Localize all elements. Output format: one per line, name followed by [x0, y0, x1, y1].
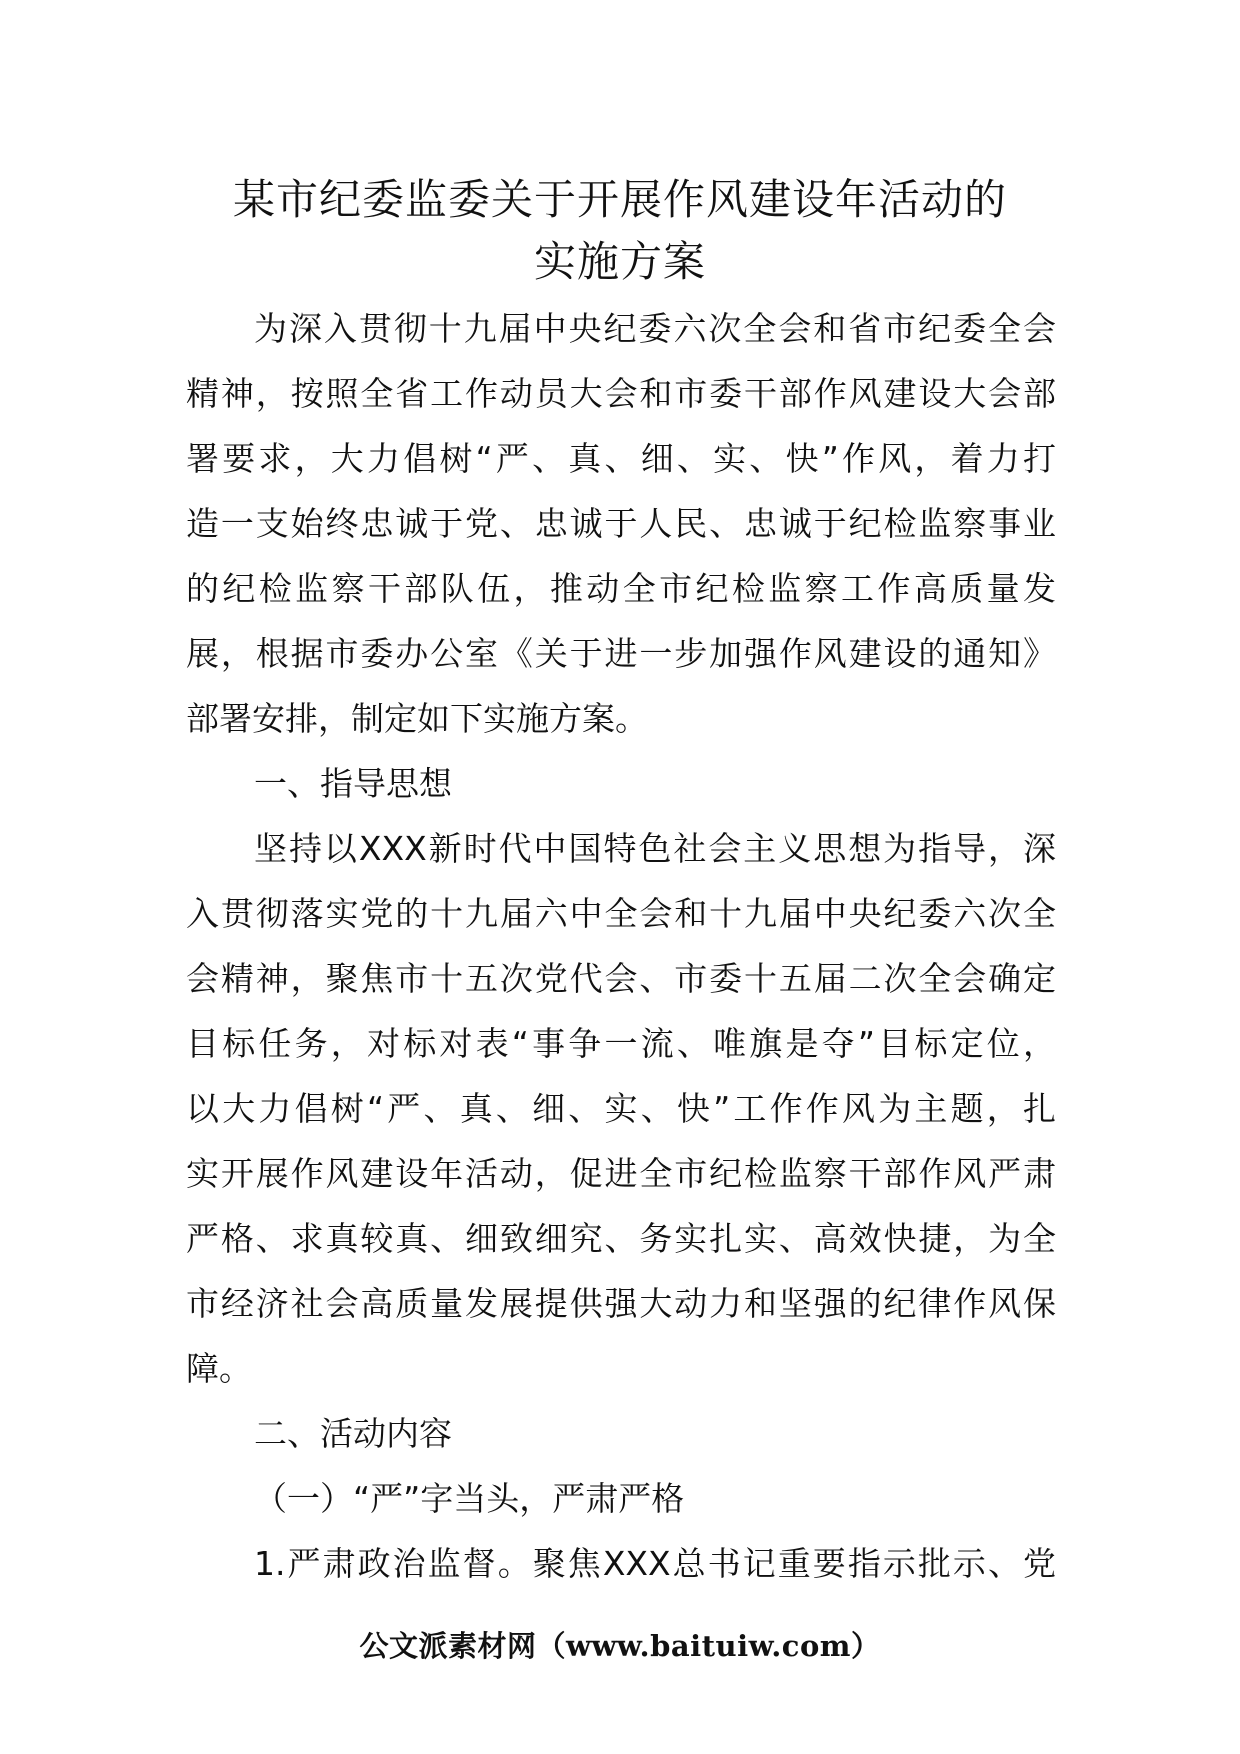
document-body [186, 296, 1056, 1596]
paragraph-line: 造一支始终忠诚于党、忠诚于人民、忠诚于纪检监察事业 [186, 504, 1056, 543]
paragraph-line: 目标任务，对标对表“事争一流、唯旗是夺”目标定位， [186, 1024, 1056, 1063]
paragraph-line: 坚持以XXX新时代中国特色社会主义思想为指导，深 [254, 829, 1056, 868]
paragraph-line: 精神，按照全省工作动员大会和市委干部作风建设大会部 [186, 374, 1056, 413]
paragraph-line: 市经济社会高质量发展提供强大动力和坚强的纪律作风保 [186, 1284, 1056, 1323]
paragraph-line: 实开展作风建设年活动，促进全市纪检监察干部作风严肃 [186, 1154, 1056, 1193]
document-title-line-1: 某市纪委监委关于开展作风建设年活动的 [232, 175, 1007, 224]
paragraph-line: 1.严肃政治监督。聚焦XXX总书记重要指示批示、党 [254, 1544, 1056, 1583]
paragraph-line: 部署安排，制定如下实施方案。 [186, 699, 648, 738]
subsection-heading: （一）“严”字当头，严肃严格 [254, 1479, 685, 1518]
paragraph-line: 展，根据市委办公室《关于进一步加强作风建设的通知》 [186, 634, 1056, 673]
section-heading: 二、活动内容 [254, 1414, 452, 1453]
paragraph-line: 严格、求真较真、细致细究、务实扎实、高效快捷，为全 [186, 1219, 1056, 1258]
section-heading: 一、指导思想 [254, 764, 452, 803]
paragraph-line: 会精神，聚焦市十五次党代会、市委十五届二次全会确定 [186, 959, 1056, 998]
document-title-line-2: 实施方案 [533, 237, 706, 286]
paragraph-line: 入贯彻落实党的十九届六中全会和十九届中央纪委六次全 [186, 894, 1056, 933]
paragraph-line: 障。 [186, 1349, 252, 1388]
footer-watermark: 公文派素材网（www.baituiw.com） [359, 1629, 881, 1663]
paragraph-line: 署要求，大力倡树“严、真、细、实、快”作风，着力打 [186, 439, 1056, 478]
paragraph-line: 的纪检监察干部队伍，推动全市纪检监察工作高质量发 [186, 569, 1056, 608]
paragraph-line: 为深入贯彻十九届中央纪委六次全会和省市纪委全会 [254, 309, 1056, 348]
paragraph-line: 以大力倡树“严、真、细、实、快”工作作风为主题，扎 [186, 1089, 1056, 1128]
